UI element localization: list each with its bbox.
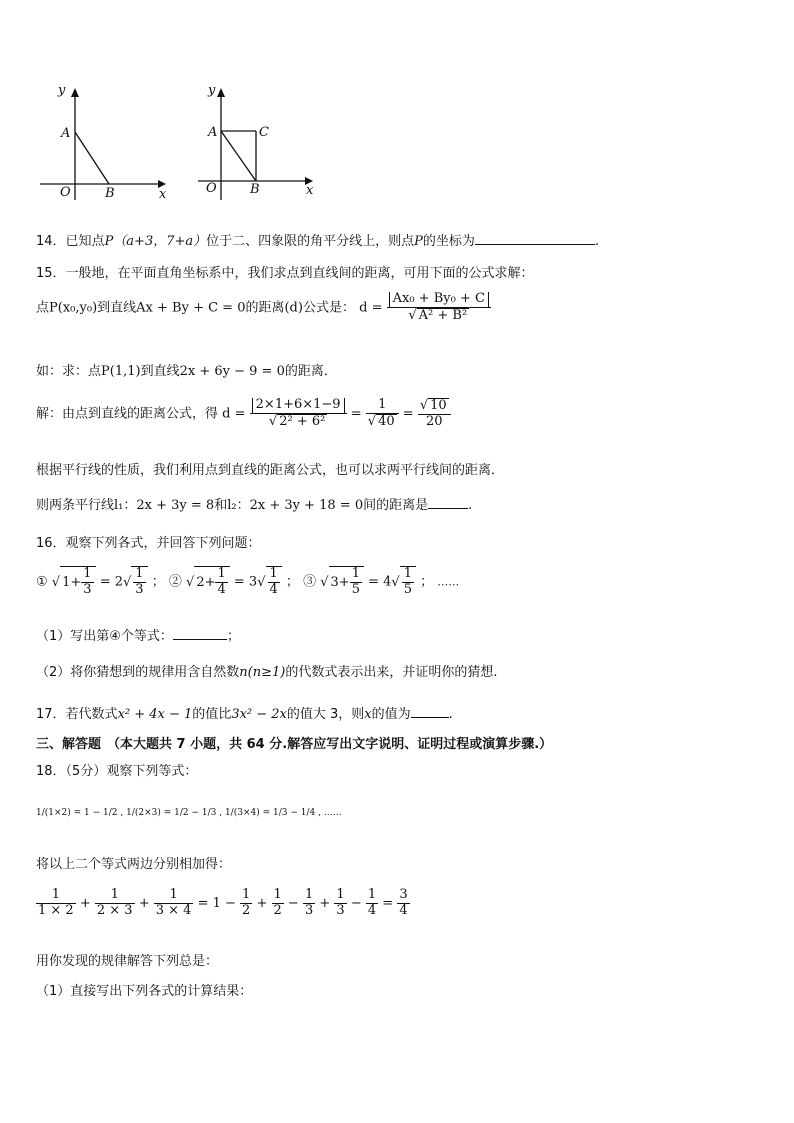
q18-rhs-fraction-3: $\frac{1}{3}$	[304, 887, 314, 918]
q15-number: 15．	[36, 266, 66, 281]
q16-sep-3: ；	[420, 574, 434, 590]
q14-number: 14．	[36, 234, 66, 249]
solution-fraction-2: $\frac{1}{√ 40}$	[366, 398, 399, 430]
q16-part-1-blank[interactable]	[173, 627, 227, 640]
q16-part-2-text-a: （2）将你猜想到的规律用含自然数	[36, 665, 240, 680]
q16-e2-rden: 4	[269, 581, 278, 597]
q18-rhs-start: = 1 −	[197, 895, 241, 911]
q16-part-2-n: n(n≥1)	[239, 665, 286, 680]
q16-e2-coef: = 3	[233, 574, 258, 590]
q18-sum-equation: $\frac{1}{1 \times 2}$ + $\frac{1}{2 \times 3}$ + $\frac{1}{3 \times 4}$ = 1 − $\frac{1}{2}$ + $\frac{1}{2}$ − $\frac{1}{3}$ + $\frac{1}{3}$ − $\frac{1}{4}$ = $\frac{3}{4}$	[38, 887, 408, 918]
q15-solution-eq-2: =	[402, 406, 414, 422]
q16-e1-rden: 3	[135, 581, 144, 597]
q17-expression-2: 3x² − 2x	[231, 707, 287, 722]
q16-e1-int: 1+	[62, 574, 82, 590]
q15-solution-eq-1: =	[350, 406, 362, 422]
q15-l1: l₁	[114, 498, 124, 513]
q14-answer-blank[interactable]	[475, 232, 595, 245]
q15-end: .	[468, 498, 473, 513]
q17-answer-blank[interactable]	[411, 705, 449, 718]
q18-lhs-fraction-1: $\frac{1}{1 \times 2}$	[38, 887, 74, 918]
q15-example-suffix: 的距离．	[284, 364, 337, 379]
q17-text-1: 若代数式	[65, 707, 118, 722]
q18-result-fraction: $\frac{3}{4}$	[399, 887, 408, 918]
q16-e3-rnum: 1	[403, 566, 412, 581]
solution-fraction-3: $\frac{√ 10}{20}$	[418, 398, 451, 430]
q14-end: .	[594, 234, 600, 249]
q15-solution-d: d =	[222, 406, 246, 422]
q17-number: 17．	[36, 707, 66, 722]
question-15-intro	[36, 262, 534, 281]
fig1-origin-label: O	[60, 185, 71, 200]
q18-small-equations: 1/(1×2) = 1 − 1/2 , 1/(2×3) = 1/2 − 1/3 , 1/(3×4) = 1/3 − 1/4 , ……	[36, 808, 342, 818]
q16-e2-den: 4	[217, 581, 226, 597]
q17-expression-1: x² + 4x − 1	[117, 707, 193, 722]
q16-e1-den: 3	[83, 581, 92, 597]
q16-equations: ① √ 1+ $\frac{1}{3}$ = 2√ $\frac{1}{3}$ ； ② √ 2+ $\frac{1}{4}$ = 3√ $\frac{1}{4}$ ； ③ √ 3+ $\frac{1}{5}$ = 4√ $\frac{1}{5}$ ； ……	[36, 566, 460, 597]
q15-question-suffix: 间的距离是	[363, 498, 429, 513]
question-17	[36, 703, 453, 722]
distance-formula-denominator: A² + B²	[418, 307, 468, 323]
q16-e3-coef: = 4	[368, 574, 392, 590]
fig2-point-a-label: A	[208, 125, 218, 140]
q17-text-2: 的值比	[192, 707, 232, 722]
q18-rhs-fraction-5: $\frac{1}{4}$	[367, 887, 377, 918]
q16-ellipsis: ……	[437, 575, 460, 589]
q15-question-line	[36, 494, 472, 513]
solution-fraction-2-denominator: 40	[378, 413, 395, 429]
q16-e2-rnum: 1	[269, 566, 278, 581]
q15-solution-line	[36, 398, 451, 430]
figure-2-axes	[196, 80, 326, 205]
q16-part-2	[36, 661, 497, 680]
q16-part-1	[36, 625, 240, 644]
q18-rhs-fraction-1: $\frac{1}{2}$	[242, 887, 251, 918]
q17-end: .	[448, 707, 453, 722]
question-14	[36, 230, 599, 249]
q16-e2-num: 1	[217, 566, 226, 581]
q16-e1-coef: = 2	[99, 574, 123, 590]
q16-e3-num: 1	[351, 566, 360, 581]
distance-formula-numerator: Ax₀ + By₀ + C	[389, 292, 489, 307]
q18-use-text: 用你发现的规律解答下列总是：	[36, 954, 219, 969]
solution-fraction-1-denominator: 2² + 6²	[279, 413, 326, 429]
q17-text-4: 的值为	[371, 707, 411, 722]
fig2-point-c-label: C	[259, 125, 269, 140]
fig2-x-label: x	[306, 183, 314, 198]
q15-d-paren: (d)	[284, 300, 303, 316]
q14-point: P（a+3，7+a）	[104, 234, 207, 249]
fig1-point-b-label: B	[105, 186, 115, 201]
q15-line: Ax + By + C = 0	[136, 300, 246, 316]
section-3-heading	[36, 733, 552, 752]
q15-line-to: 到直线	[97, 300, 137, 316]
q18-rhs-fraction-2: $\frac{1}{2}$	[273, 887, 282, 918]
fig1-x-label: x	[159, 187, 167, 202]
q15-solution-prefix: 解：由点到直线的距离公式，得	[36, 406, 219, 422]
q14-p: P	[414, 234, 423, 249]
solution-fraction-3-denominator: 20	[418, 414, 451, 430]
solution-fraction-2-numerator: 1	[378, 397, 387, 412]
section-3-title: 三、解答题	[36, 737, 102, 752]
q16-sep-1: ；	[151, 574, 165, 590]
q15-answer-blank[interactable]	[428, 496, 468, 509]
q18-combine-text: 将以上二个等式两边分别相加得：	[36, 857, 232, 872]
fig1-y-label: y	[58, 83, 66, 98]
q15-d-eq: d =	[359, 300, 383, 316]
q18-lhs-fraction-3: $\frac{1}{3 \times 4}$	[155, 887, 192, 918]
fig2-y-label: y	[208, 83, 216, 98]
q16-circle-2: ②	[168, 574, 182, 590]
q15-and: 和	[214, 498, 228, 513]
q15-example-line-to: 到直线	[140, 364, 180, 379]
q15-example-line	[36, 360, 337, 379]
q14-text-1: 已知点	[65, 234, 105, 249]
q15-l2-equation: ：2x + 3y + 18 = 0	[236, 498, 364, 513]
q14-text-3: 的坐标为	[422, 234, 475, 249]
q15-point: P(x₀,y₀)	[49, 300, 98, 316]
q16-circle-3: ③	[303, 574, 317, 590]
q15-parallel-text: 根据平行线的性质，我们利用点到直线的距离公式，也可以求两平行线间的距离．	[36, 463, 505, 478]
solution-fraction-3-numerator: 10	[430, 398, 447, 413]
q18-lhs-fraction-2: $\frac{1}{2 \times 3}$	[96, 887, 133, 918]
q16-e1-num: 1	[83, 566, 92, 581]
distance-formula-fraction: $\frac{\text{Ax₀ + By₀ + C}}{\text{√ A² + B²}}$	[387, 292, 491, 324]
question-18-intro	[36, 760, 197, 779]
solution-fraction-1: $\frac{2\times 1+6\times 1-9}{\text{√ 2² + 6²}}$	[250, 398, 347, 430]
q15-l1-equation: ：2x + 3y = 8	[123, 498, 215, 513]
q15-l2: l₂	[227, 498, 237, 513]
q15-formula-is: 公式是：	[302, 300, 355, 316]
q16-number: 16．	[36, 536, 66, 551]
q16-e3-int: 3+	[330, 574, 350, 590]
q15-formula-prefix: 点	[36, 300, 50, 316]
fig2-origin-label: O	[206, 181, 217, 196]
q18-number: 18．	[36, 764, 66, 779]
q16-text: 观察下列各式，并回答下列问题：	[65, 536, 261, 551]
q16-sep-2: ；	[285, 574, 299, 590]
q15-formula-line	[36, 292, 491, 324]
q18-rhs-fraction-4: $\frac{1}{3}$	[336, 887, 345, 918]
q16-e3-rden: 5	[403, 581, 412, 597]
q16-part-1-text: （1）写出第④个等式：	[36, 629, 173, 644]
q16-part-1-end: ；	[226, 629, 240, 644]
q18-part-1: （1）直接写出下列各式的计算结果：	[36, 984, 253, 999]
solution-fraction-1-numerator: 2×1+6×1−9	[252, 398, 345, 413]
q15-example-prefix: 如：求：点	[36, 364, 102, 379]
q16-part-2-text-b: 的代数式表示出来，并证明你的猜想.	[285, 665, 498, 680]
q14-text-2: 位于二、四象限的角平分线上，则点	[206, 234, 415, 249]
q15-intro-text: 一般地，在平面直角坐标系中，我们求点到直线间的距离，可用下面的公式求解：	[65, 266, 534, 281]
fig2-point-b-label: B	[250, 182, 260, 197]
q17-text-3: 的值大 3，则	[286, 707, 365, 722]
q16-e2-int: 2+	[196, 574, 216, 590]
question-16-intro	[36, 532, 261, 551]
q15-example-line: 2x + 6y − 9 = 0	[179, 364, 285, 379]
figure-1-axes	[36, 80, 176, 205]
q15-example-point: P(1,1)	[101, 364, 141, 379]
q15-question-prefix: 则两条平行线	[36, 498, 115, 513]
q16-e3-den: 5	[351, 581, 360, 597]
section-3-note: （本大题共 7 小题，共 64 分.解答应写出文字说明、证明过程或演算步骤.）	[107, 737, 553, 752]
fig1-point-a-label: A	[61, 126, 71, 141]
q16-e1-rnum: 1	[135, 566, 144, 581]
q15-dist-label: 的距离	[245, 300, 285, 316]
q16-circle-1: ①	[36, 574, 48, 590]
q18-text: （5分）观察下列等式：	[65, 764, 198, 779]
q17-x: x	[364, 707, 372, 722]
